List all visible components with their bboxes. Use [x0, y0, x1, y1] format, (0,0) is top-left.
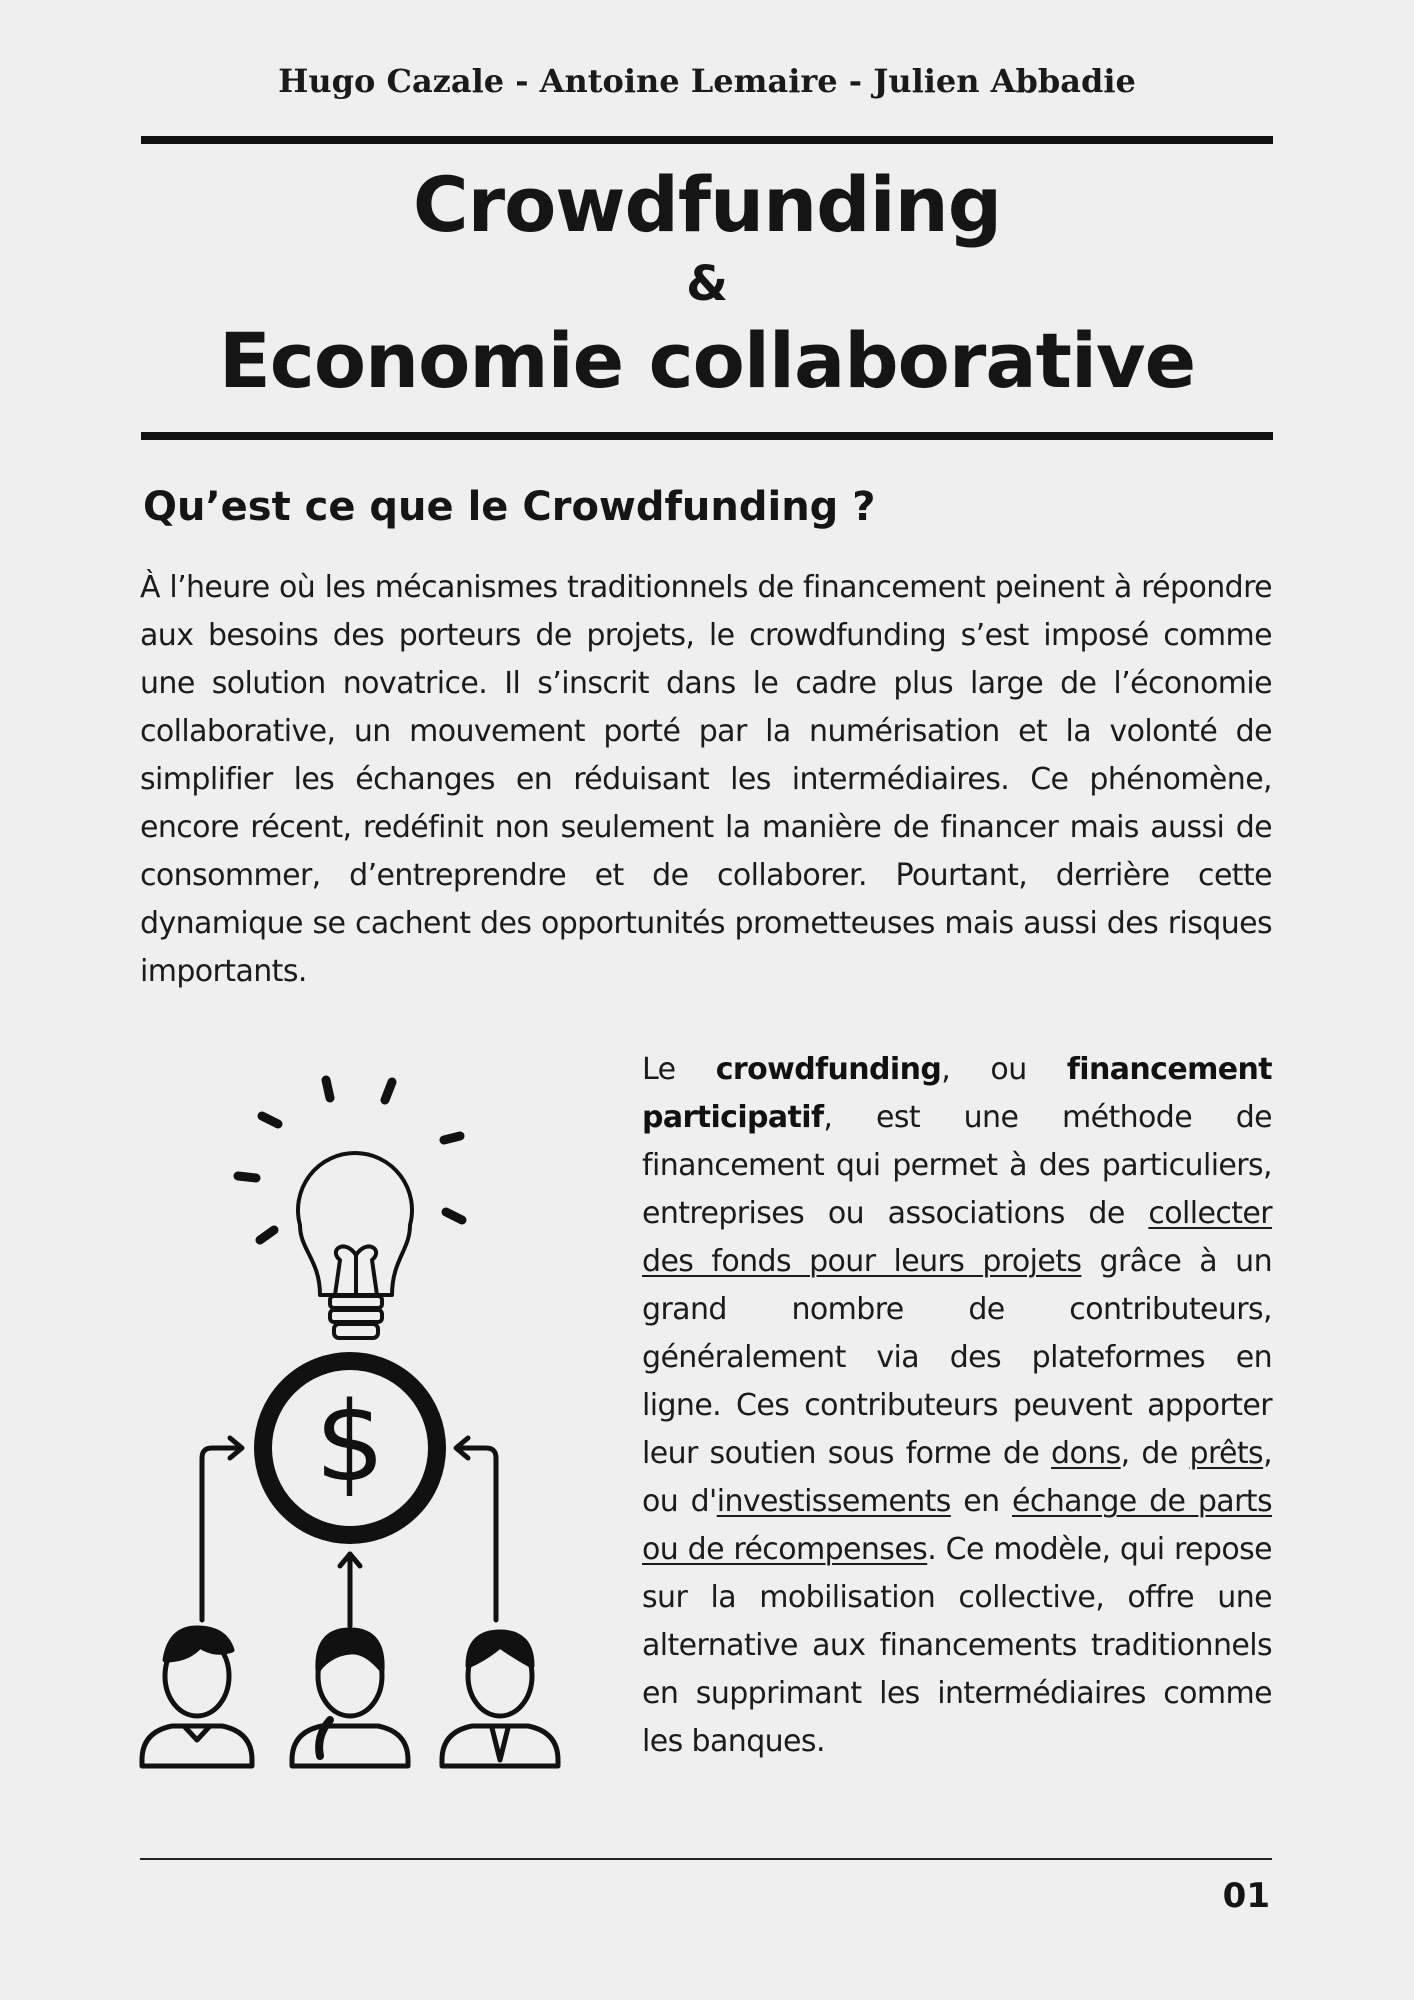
svg-text:$: $ [315, 1378, 385, 1506]
authors-line: Hugo Cazale - Antoine Lemaire - Julien Abbadie [278, 62, 1136, 100]
title-rule-bottom [141, 432, 1273, 440]
definition-text: , ou [941, 1052, 1067, 1087]
title-line-1: Crowdfunding [412, 160, 1002, 249]
definition-text: en [950, 1484, 1012, 1519]
person-icon [442, 1632, 558, 1766]
person-icon [142, 1628, 252, 1766]
title-rule-top [141, 136, 1273, 144]
definition-text: . Ce modèle, qui repose sur la mobilisation collective, offre une alternative aux financements traditionnels en supprimant les intermédiaires comme les banques. [642, 1532, 1272, 1759]
title-ampersand: & [686, 256, 728, 312]
definition-text: grâce à un grand nombre de contributeurs, généralement via des plateformes en ligne. Ces contributeurs peuvent apporter leur soutien sous forme de [642, 1244, 1272, 1471]
underlined-prets: prêts [1189, 1436, 1264, 1471]
definition-text: , de [1120, 1436, 1190, 1471]
definition-text: Le [642, 1052, 716, 1087]
dollar-coin-icon [263, 1361, 437, 1535]
definition-text: , ou d' [642, 1436, 1273, 1519]
crowdfunding-illustration [130, 1060, 570, 1780]
lightbulb-icon [298, 1153, 412, 1338]
person-icon [292, 1630, 408, 1766]
light-rays-icon [238, 1080, 462, 1240]
section-heading: Qu’est ce que le Crowdfunding ? [143, 484, 876, 530]
underlined-investissements: investissements [716, 1484, 951, 1519]
underlined-collecter-des-fonds: collecter des fonds pour leurs projets [642, 1196, 1272, 1279]
definition-text: , est une méthode de financement qui permet à des particuliers, entreprises ou associations de [642, 1100, 1272, 1231]
underlined-echange-de-parts: échange de parts ou de récompenses [642, 1484, 1272, 1567]
definition-paragraph [642, 1046, 1272, 1766]
underlined-dons: dons [1051, 1436, 1121, 1471]
title-line-2: Economie collaborative [218, 316, 1196, 405]
page-number: 01 [1222, 1876, 1270, 1916]
intro-paragraph: À l’heure où les mécanismes traditionnels de financement peinent à répondre aux besoins des porteurs de projets, le crowdfunding s’est imposé comme une solution novatrice. Il s’inscrit dans le cadre plus large de l’économie collaborative, un mouvement porté par la numérisation et la volonté de simplifier les échanges en réduisant les intermédiaires. Ce phénomène, encore récent, redéfinit non seulement la manière de financer mais aussi de consommer, d’entreprendre et de collaborer. Pourtant, derrière cette dynamique se cachent des opportunités prometteuses mais aussi des risques importants. [140, 570, 1272, 989]
footer-rule [140, 1858, 1272, 1860]
term-financement-participatif: financement participatif [642, 1052, 1272, 1135]
term-crowdfunding: crowdfunding [715, 1052, 942, 1087]
